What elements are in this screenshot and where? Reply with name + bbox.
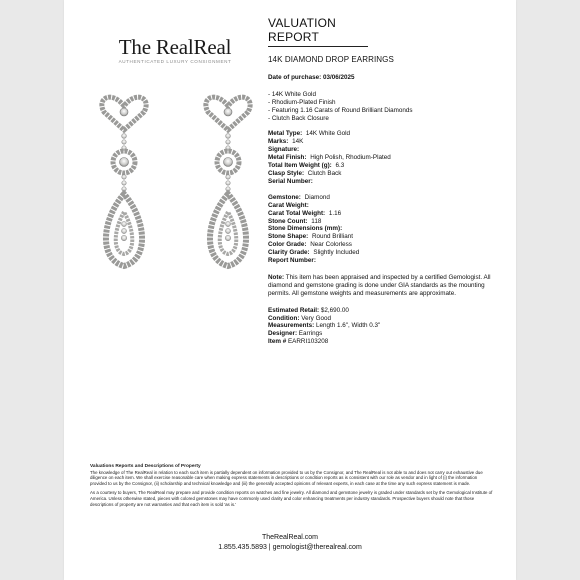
purchase-date [268,74,504,82]
earring-right [206,97,250,266]
summary-label: Designer: [268,330,298,338]
spec-row [268,241,504,249]
note-text: This item has been appraised and inspected by a certified Gemologist. All diamond and gemstone grading is done under GIA standards as the mounting permits. All gemstone weights and measurements are approximate. [268,273,491,297]
spec-row [268,138,504,146]
feature-item: - Featuring 1.16 Carats of Round Brilliant Diamonds [268,106,413,114]
spec-row [268,233,504,241]
spec-label: Carat Weight: [268,201,309,209]
purchase-date-label: Date of purchase: [268,73,322,81]
spec-row [268,162,504,170]
earring-left [102,97,146,266]
report-title: VALUATION REPORT [268,16,368,47]
summary-label: Condition: [268,314,300,322]
spec-value: 118 [311,217,322,225]
disclaimer [90,464,494,507]
spec-label: Report Number: [268,257,316,265]
valuation-summary [268,307,504,347]
gemologist-note [268,274,504,298]
spec-label: Clarity Grade: [268,249,310,257]
spec-label: Metal Finish: [268,154,307,162]
footer-website: TheRealReal.com [261,534,319,541]
summary-row [268,330,504,338]
spec-label: Marks: [268,138,289,146]
spec-row [268,178,504,186]
feature-item: - Clutch Back Closure [268,114,329,122]
feature-list [268,91,504,123]
valuation-report [268,16,504,346]
disclaimer-paragraph: The knowledge of The RealReal in relation to each such item is partially dependent on information provided to us by the Consignor, and The RealReal is not able to and does not carry out exhaustive due diligence on each item. We shall exercise reasonable care when making express statements in descriptions or condition reports as is consistent with our role as vendor and in light of (i) the information provided to us by the Consignor, (ii) scholarship and technical knowledge and (iii) the generally accepted opinions of relevant experts, in each case at the time any such express statement is made. [90,469,483,486]
spec-row [268,210,504,218]
footer-contact: 1.855.435.5893 | gemologist@therealreal.com [218,544,362,551]
summary-value: Very Good [301,314,331,322]
spec-row [268,194,504,202]
spec-label: Stone Dimensions (mm): [268,225,343,233]
summary-value: Earrings [298,330,323,338]
summary-value: $2,690.00 [320,306,349,314]
spec-value: Round Brilliant [312,233,353,241]
summary-row [268,307,504,315]
spec-value: 1.16 [328,209,342,217]
purchase-date-value: 03/06/2025 [322,73,355,81]
summary-value: EARRI103208 [287,338,329,346]
spec-value: 14K White Gold [305,130,351,138]
feature-item: - 14K White Gold [268,90,316,98]
spec-value: 6.3 [335,162,345,170]
spec-row [268,218,504,226]
spec-label: Carat Total Weight: [268,209,326,217]
note-label: Note: [268,273,285,281]
summary-value: Length 1.6", Width 0.3" [315,322,381,330]
disclaimer-heading: Valuations Reports and Descriptions of Property [90,464,201,469]
earrings-photo [92,84,262,304]
spec-label: Metal Type: [268,130,303,138]
feature-item: - Rhodium-Plated Finish [268,98,336,106]
spec-row [268,202,504,210]
summary-label: Estimated Retail: [268,306,320,314]
spec-label: Stone Shape: [268,233,309,241]
spec-value: Diamond [304,193,330,201]
spec-value: High Polish, Rhodium-Plated [310,154,391,162]
summary-row [268,315,504,323]
spec-value: Clutch Back [307,169,342,177]
summary-label: Measurements: [268,322,315,330]
summary-row [268,322,504,330]
summary-row [268,338,504,346]
stone-specs [268,194,504,265]
spec-label: Signature: [268,146,300,154]
spec-label: Gemstone: [268,193,301,201]
disclaimer-paragraph: As a courtesy to buyers, The RealReal may prepare and provide condition reports on watches and fine jewelry. All diamond and gemstone jewelry is graded under standards set by the Gemological Institute of America. Unless otherwise stated, pieces with colored gemstones may have commonly used clarity and color enhancing treatments per industry standards. Prospective buyers should note that those descriptions of property are not warranties and that each item is sold 'as is.' [90,490,493,507]
spec-row [268,154,504,162]
spec-row [268,146,504,154]
spec-row [268,170,504,178]
brand-logo [116,36,234,64]
metal-specs [268,130,504,185]
spec-row [268,257,504,265]
spec-row [268,130,504,138]
spec-row [268,249,504,257]
brand-name: The RealReal [118,35,232,59]
spec-row [268,225,504,233]
spec-label: Total Item Weight (g): [268,162,332,170]
spec-label: Serial Number: [268,177,313,185]
brand-tagline: AUTHENTICATED LUXURY CONSIGNMENT [118,59,232,64]
spec-value: Slightly Included [313,249,360,257]
spec-label: Clasp Style: [268,169,305,177]
report-sheet [64,0,516,580]
item-title: 14K DIAMOND DROP EARRINGS [268,55,394,64]
spec-value: Near Colorless [310,241,352,249]
spec-value: 14K [292,138,304,146]
footer [64,533,516,553]
spec-label: Stone Count: [268,217,308,225]
summary-label: Item # [268,338,287,346]
spec-label: Color Grade: [268,241,307,249]
